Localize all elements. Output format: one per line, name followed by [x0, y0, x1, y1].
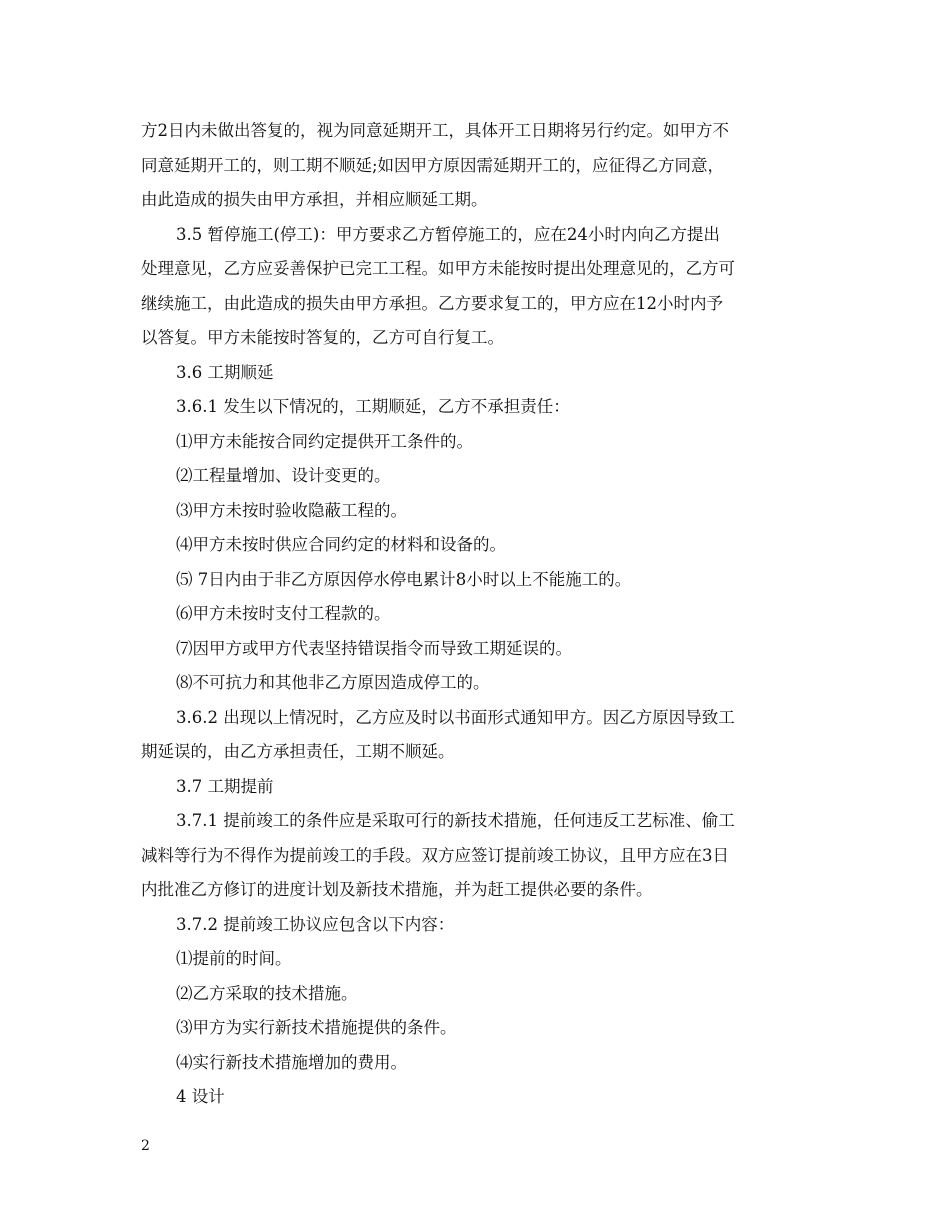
text-line: ⑸ 7日内由于非乙方原因停水停电累计8小时以上不能施工的。: [176, 569, 632, 589]
text-line: 减料等行为不得作为提前竣工的手段。双方应签订提前竣工协议，且甲方应在3日: [141, 845, 729, 865]
text-line: 期延误的，由乙方承担责任，工期不顺延。: [141, 742, 455, 761]
text-line: ⑷实行新技术措施增加的费用。: [176, 1052, 407, 1072]
text-line: ⑹甲方未按时支付工程款的。: [176, 604, 391, 623]
text-line: 3.7 工期提前: [176, 776, 274, 796]
text-line: 3.7.2 提前竣工协议应包含以下内容：: [176, 914, 455, 934]
text-line: ⑶甲方未按时验收隐蔽工程的。: [176, 500, 407, 520]
document-body: [141, 114, 813, 1115]
page-number: 2: [141, 1138, 150, 1154]
text-line: 以答复。甲方未能按时答复的，乙方可自行复工。: [141, 328, 504, 347]
text-line: 3.6.2 出现以上情况时，乙方应及时以书面形式通知甲方。因乙方原因导致工: [176, 707, 735, 727]
text-line: 3.7.1 提前竣工的条件应是采取可行的新技术措施，任何违反工艺标准、偷工: [176, 811, 735, 830]
text-line: 同意延期开工的，则工期不顺延;如因甲方原因需延期开工的，应征得乙方同意，: [141, 155, 725, 175]
text-line: 由此造成的损失由甲方承担，并相应顺延工期。: [141, 190, 488, 209]
text-line: 3.6 工期顺延: [176, 362, 274, 382]
text-line: 4 设计: [176, 1087, 225, 1106]
text-line: ⑵乙方采取的技术措施。: [176, 983, 358, 1003]
text-line: 内批准乙方修订的进度计划及新技术措施，并为赶工提供必要的条件。: [141, 880, 653, 899]
text-line: 方2日内未做出答复的，视为同意延期开工，具体开工日期将另行约定。如甲方不: [141, 121, 729, 140]
text-line: ⑷甲方未按时供应合同约定的材料和设备的。: [176, 535, 506, 554]
text-line: ⑺因甲方或甲方代表坚持错误指令而导致工期延误的。: [176, 638, 572, 658]
text-line: ⑻不可抗力和其他非乙方原因造成停工的。: [176, 673, 490, 692]
text-line: 继续施工，由此造成的损失由甲方承担。乙方要求复工的，甲方应在12小时内予: [141, 293, 723, 313]
text-line: ⑶甲方为实行新技术措施提供的条件。: [176, 1018, 457, 1037]
text-line: 处理意见，乙方应妥善保护已完工工程。如甲方未能按时提出处理意见的，乙方可: [141, 259, 735, 278]
text-line: ⑴甲方未能按合同约定提供开工条件的。: [176, 431, 473, 451]
text-line: 3.5 暂停施工(停工)：甲方要求乙方暂停施工的，应在24小时内向乙方提出: [176, 224, 720, 244]
text-line: ⑵工程量增加、设计变更的。: [176, 466, 391, 485]
text-line: 3.6.1 发生以下情况的，工期顺延，乙方不承担责任：: [176, 397, 570, 416]
text-line: ⑴提前的时间。: [176, 949, 292, 968]
